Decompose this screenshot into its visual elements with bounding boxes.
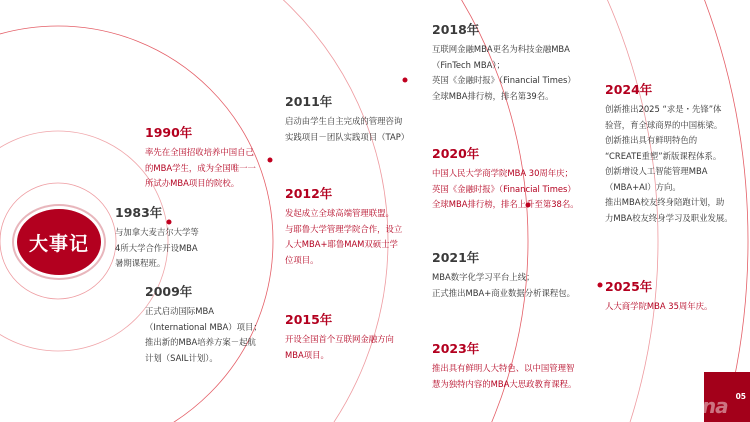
event-text-line: 英国《金融时报》（Financial Times） (432, 183, 576, 194)
event-text-line: 慧为独特内容的MBA大思政教育课程。 (432, 378, 577, 389)
event-text-line: 正式推出MBA+商业数据分析课程包。 (432, 287, 575, 298)
event-2024 (605, 82, 733, 226)
event-1990 (145, 125, 256, 192)
event-year: 2020年 (432, 146, 480, 161)
event-year: 2023年 (432, 341, 480, 356)
event-text-line: 发起成立全球高端管理联盟。 (285, 208, 394, 218)
page-title-badge: 大事记 (17, 209, 101, 275)
event-text-line: 全球MBA排行榜，排名第39名。 (432, 90, 554, 101)
event-year: 2024年 (605, 82, 653, 97)
event-text-line: 正式启动国际MBA (145, 306, 214, 316)
event-text-line: 暑期课程班。 (115, 258, 166, 268)
event-text-line: 与耶鲁大学管理学院合作，设立 (285, 223, 403, 234)
event-text-line: （FinTech MBA）； (432, 59, 505, 70)
event-year: 2018年 (432, 22, 480, 37)
watermark-text: ina (696, 394, 728, 418)
event-text-line: 启动由学生自主完成的管理咨询 (285, 116, 403, 126)
event-year: 2009年 (145, 284, 193, 299)
event-year: 2021年 (432, 250, 480, 265)
event-text-line: 英国《金融时报》（Financial Times） (432, 75, 576, 85)
event-text-line: 力MBA校友终身学习及职业发展。 (605, 212, 733, 223)
event-text-line: 推出MBA校友终身陪跑计划，助 (605, 197, 725, 207)
event-text-line: 创新增设人工智能管理MBA (605, 166, 708, 176)
event-text-line: 中国人民大学商学院MBA 30周年庆； (432, 168, 573, 178)
event-text-line: 验营，育全球商界的中国栋梁。 (605, 119, 723, 130)
event-text-line: 创新推出具有鲜明特色的 (605, 135, 698, 145)
event-text-line: （International MBA）项目； (145, 321, 262, 332)
event-text-line: 率先在全国招收培养中国自己 (145, 147, 254, 157)
event-2023 (432, 341, 576, 392)
event-text-line: 人大商学院MBA 35周年庆。 (605, 301, 713, 311)
event-text-line: 的MBA学生，成为全国唯一一 (145, 162, 256, 173)
event-text-line: 位项目。 (285, 254, 319, 265)
event-2009 (145, 284, 262, 366)
event-text-line: 4所大学合作开设MBA (115, 242, 198, 253)
event-2021 (432, 250, 575, 301)
page-number-block (696, 372, 750, 422)
event-text-line: 互联网金融MBA更名为科技金融MBA (432, 44, 570, 54)
event-1983 (115, 205, 199, 272)
event-text-line: （MBA+AI）方向。 (605, 181, 681, 192)
event-text-line: 实践项目－团队实践项目（TAP） (285, 131, 410, 142)
event-year: 2012年 (285, 186, 333, 201)
event-2018 (432, 22, 576, 104)
event-year: 2025年 (605, 279, 653, 294)
event-text-line: 人大MBA+耶鲁MAM双硕士学 (285, 239, 398, 249)
event-year: 2011年 (285, 94, 333, 109)
event-text-line: MBA数字化学习平台上线； (432, 272, 535, 282)
event-text-line: 创新推出2025 “求是・先锋”体 (605, 104, 722, 114)
page-number: 05 (735, 392, 746, 401)
event-2020 (432, 146, 579, 213)
event-2011 (285, 94, 409, 145)
event-text-line: “CREATE重塑”新版课程体系。 (605, 150, 722, 161)
event-year: 1990年 (145, 125, 193, 140)
event-text-line: 推出具有鲜明人大特色、以中国管理智 (432, 363, 575, 373)
event-2025 (605, 279, 712, 315)
event-year: 2015年 (285, 312, 333, 327)
event-year: 1983年 (115, 205, 163, 220)
event-text-line: 所试办MBA项目的院校。 (145, 178, 240, 188)
event-text-line: 推出新的MBA培养方案－起航 (145, 337, 256, 347)
event-text-line: 全球MBA排行榜，排名上升至第38名。 (432, 199, 579, 209)
event-text-line: MBA项目。 (285, 349, 329, 360)
event-2015 (285, 312, 394, 363)
event-2012 (285, 186, 402, 268)
event-text-line: 开设全国首个互联网金融方向 (285, 334, 394, 344)
event-text-line: 计划（SAIL计划）。 (145, 352, 218, 363)
event-text-line: 与加拿大麦吉尔大学等 (115, 227, 199, 237)
